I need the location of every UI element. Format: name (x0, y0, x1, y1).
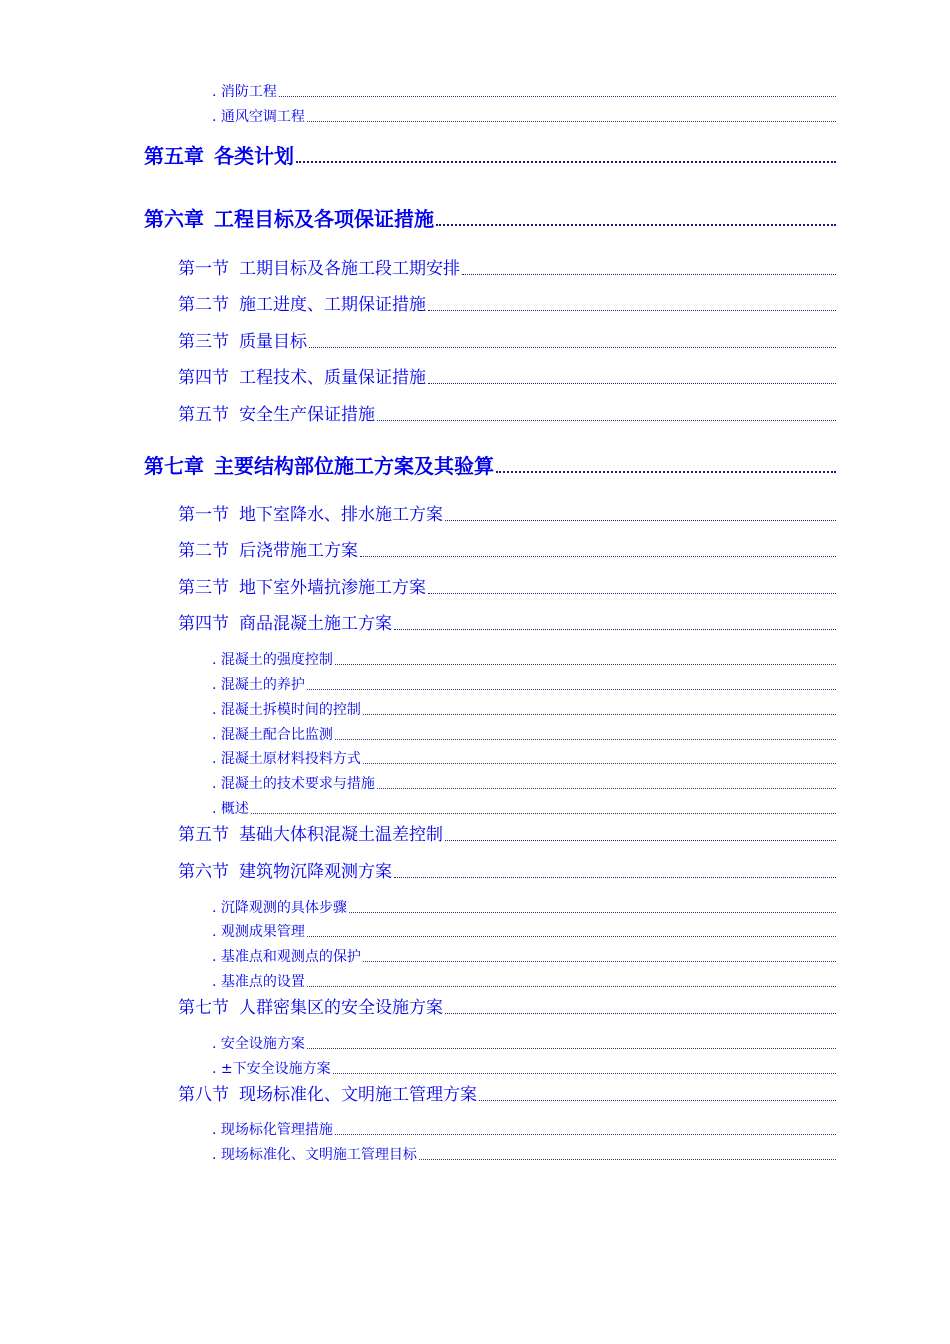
dot-leader (363, 960, 836, 962)
toc-entry-text: . 混凝土的养护 (212, 677, 305, 693)
section-title: 施工进度、工期保证措施 (239, 295, 426, 315)
dot-leader (307, 1047, 836, 1049)
toc-section-link[interactable] (178, 997, 836, 1019)
toc-section-link[interactable] (178, 504, 836, 526)
section-title: 基础大体积混凝土温差控制 (239, 825, 443, 845)
toc-section-link[interactable] (178, 577, 836, 599)
toc-entry-text: . ±下安全设施方案 (212, 1061, 331, 1077)
section-number: 第六节 (178, 862, 229, 882)
chapter-number: 第六章 (144, 207, 204, 231)
toc-subitem-link[interactable] (212, 726, 836, 744)
dot-leader (309, 346, 836, 348)
dot-leader (363, 762, 836, 764)
toc-entry-text: . 观测成果管理 (212, 924, 305, 940)
section-title: 后浇带施工方案 (239, 541, 358, 561)
section-number: 第八节 (178, 1085, 229, 1105)
dot-leader (335, 663, 836, 665)
dot-leader (335, 738, 836, 740)
section-number: 第四节 (178, 368, 229, 388)
toc-section-link[interactable] (178, 367, 836, 389)
dot-leader (251, 812, 836, 814)
toc-subitem-link[interactable] (212, 948, 836, 966)
toc-subitem-link[interactable] (212, 1121, 836, 1139)
toc-section-link[interactable] (178, 294, 836, 316)
toc-entry-text: . 沉降观测的具体步骤 (212, 900, 347, 916)
toc-entry-text: . 通风空调工程 (212, 109, 305, 125)
dot-leader (445, 839, 836, 841)
section-title: 工期目标及各施工段工期安排 (239, 259, 460, 279)
toc-chapter-link[interactable] (144, 206, 836, 232)
section-title: 地下室降水、排水施工方案 (239, 505, 443, 525)
section-title: 地下室外墙抗渗施工方案 (239, 578, 426, 598)
dot-leader (419, 1158, 836, 1160)
section-number: 第三节 (178, 578, 229, 598)
toc-subitem-link[interactable] (212, 701, 836, 719)
dot-leader (445, 519, 836, 521)
toc-section-link[interactable] (178, 404, 836, 426)
dot-leader (428, 382, 836, 384)
section-title: 商品混凝土施工方案 (239, 614, 392, 634)
toc-subitem-link[interactable] (212, 899, 836, 917)
toc-subitem-link[interactable] (212, 108, 836, 126)
section-title: 安全生产保证措施 (239, 405, 375, 425)
toc-subitem-link[interactable] (212, 973, 836, 991)
dot-leader (360, 555, 836, 557)
toc-subitem-link[interactable] (212, 651, 836, 669)
dot-leader (394, 628, 836, 630)
dot-leader (445, 1012, 836, 1014)
dot-leader (296, 160, 836, 163)
toc-entry-text: . 混凝土的技术要求与措施 (212, 776, 375, 792)
section-number: 第二节 (178, 541, 229, 561)
dot-leader (333, 1072, 836, 1074)
toc-subitem-link[interactable] (212, 83, 836, 101)
section-number: 第一节 (178, 259, 229, 279)
toc-subitem-link[interactable] (212, 750, 836, 768)
dot-leader (307, 120, 836, 122)
toc-entry-text: . 混凝土配合比监测 (212, 727, 333, 743)
chapter-number: 第七章 (144, 454, 204, 478)
toc-entry-text: . 基准点的设置 (212, 974, 305, 990)
toc-subitem-link[interactable] (212, 923, 836, 941)
dot-leader (479, 1099, 836, 1101)
toc-section-link[interactable] (178, 861, 836, 883)
toc-entry-text: . 混凝土原材料投料方式 (212, 751, 361, 767)
toc-section-link[interactable] (178, 1084, 836, 1106)
toc-subitem-link[interactable] (212, 775, 836, 793)
section-number: 第四节 (178, 614, 229, 634)
section-number: 第五节 (178, 405, 229, 425)
section-number: 第二节 (178, 295, 229, 315)
section-number: 第五节 (178, 825, 229, 845)
chapter-title: 主要结构部位施工方案及其验算 (214, 454, 494, 478)
section-title: 人群密集区的安全设施方案 (239, 998, 443, 1018)
dot-leader (428, 309, 836, 311)
dot-leader (335, 1133, 836, 1135)
dot-leader (363, 713, 836, 715)
dot-leader (377, 419, 836, 421)
toc-section-link[interactable] (178, 540, 836, 562)
toc-entry-text: . 混凝土拆模时间的控制 (212, 702, 361, 718)
chapter-title: 工程目标及各项保证措施 (214, 207, 434, 231)
dot-leader (307, 935, 836, 937)
toc-entry-text: . 现场标准化、文明施工管理目标 (212, 1147, 417, 1163)
dot-leader (462, 273, 836, 275)
section-number: 第三节 (178, 332, 229, 352)
toc-chapter-link[interactable] (144, 143, 836, 169)
section-title: 工程技术、质量保证措施 (239, 368, 426, 388)
toc-entry-text: . 安全设施方案 (212, 1036, 305, 1052)
dot-leader (377, 787, 836, 789)
toc-subitem-link[interactable] (212, 1035, 836, 1053)
toc-section-link[interactable] (178, 824, 836, 846)
section-title: 质量目标 (239, 332, 307, 352)
toc-entry-text: . 消防工程 (212, 84, 277, 100)
dot-leader (394, 876, 836, 878)
chapter-number: 第五章 (144, 144, 204, 168)
dot-leader (496, 470, 836, 473)
dot-leader (436, 223, 836, 226)
toc-entry-text: . 概述 (212, 801, 249, 817)
dot-leader (428, 592, 836, 594)
toc-entry-text: . 混凝土的强度控制 (212, 652, 333, 668)
toc-section-link[interactable] (178, 258, 836, 280)
section-title: 建筑物沉降观测方案 (239, 862, 392, 882)
toc-subitem-link[interactable] (212, 1060, 836, 1078)
dot-leader (307, 985, 836, 987)
section-number: 第七节 (178, 998, 229, 1018)
dot-leader (307, 688, 836, 690)
toc-subitem-link[interactable] (212, 676, 836, 694)
toc-subitem-link[interactable] (212, 1146, 836, 1164)
toc-chapter-link[interactable] (144, 453, 836, 479)
dot-leader (279, 95, 836, 97)
toc-subitem-link[interactable] (212, 800, 836, 818)
toc-section-link[interactable] (178, 613, 836, 635)
toc-section-link[interactable] (178, 331, 836, 353)
section-title: 现场标准化、文明施工管理方案 (239, 1085, 477, 1105)
toc-entry-text: . 基准点和观测点的保护 (212, 949, 361, 965)
toc-entry-text: . 现场标化管理措施 (212, 1122, 333, 1138)
dot-leader (349, 911, 836, 913)
chapter-title: 各类计划 (214, 144, 294, 168)
section-number: 第一节 (178, 505, 229, 525)
